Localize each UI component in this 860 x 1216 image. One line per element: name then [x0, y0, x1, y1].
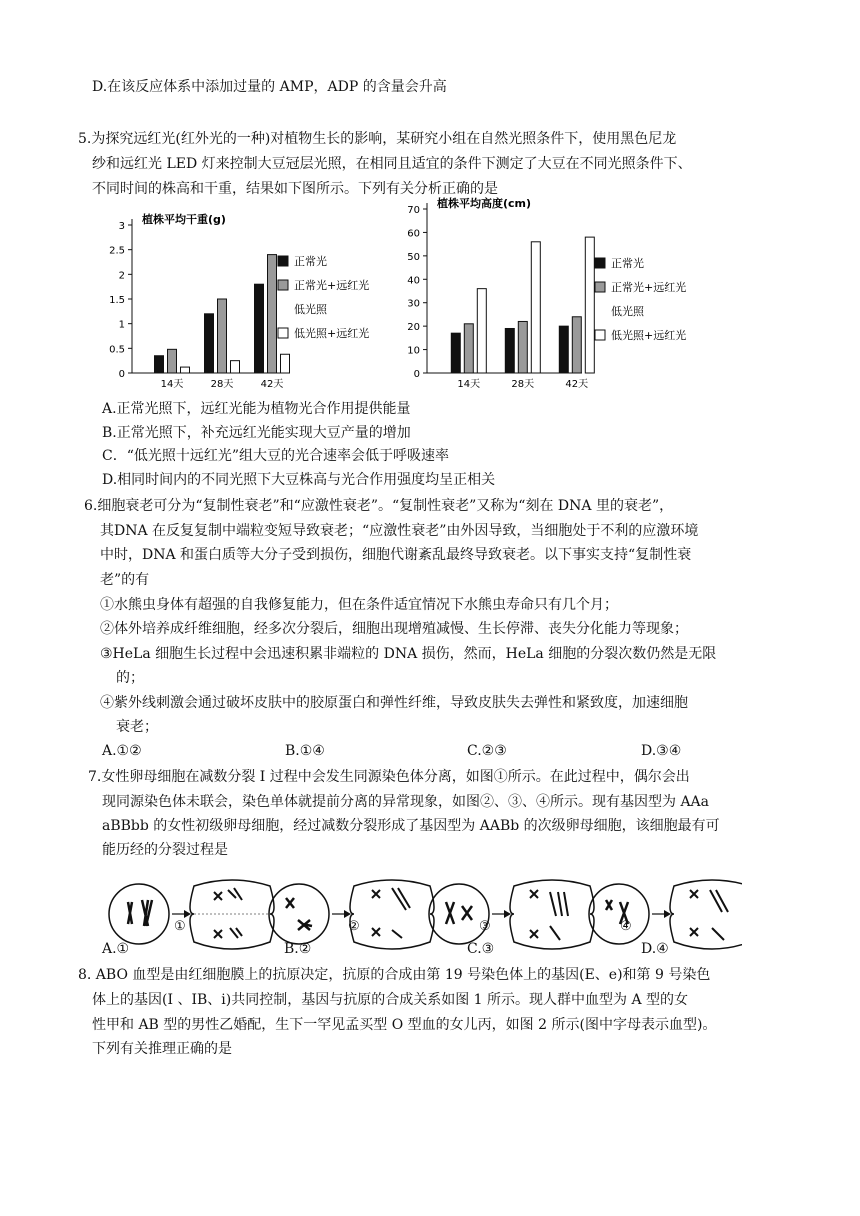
legend-label: 低光照 [294, 303, 327, 316]
q7-option-b: B.② [284, 941, 312, 957]
bar [268, 255, 277, 373]
x-tick-label: 28天 [210, 379, 234, 390]
meiosis-panel-2 [269, 880, 434, 949]
q7-option-c: C.③ [467, 941, 495, 957]
bar [281, 354, 290, 373]
q5-option-b: B.正常光照下，补充远红光能实现大豆产量的增加 [102, 425, 411, 441]
chart-title: 植株平均高度(cm) [437, 197, 532, 210]
q6-option-a: A.①② [102, 743, 142, 759]
q6-fact-3-cont: 的； [116, 670, 144, 686]
x-tick-label: 28天 [511, 379, 535, 390]
q5-stem-line-1: 5.为探究远红光(红外光的一种)对植物生长的影响，某研究小组在自然光照条件下，使用黑色尼龙 [78, 131, 677, 147]
y-tick-label: 1.5 [109, 295, 125, 306]
legend-label: 正常光 [611, 257, 644, 270]
q5-option-d: D.相同时间内的不同光照下大豆株高与光合作用强度均呈正相关 [102, 472, 496, 488]
y-tick-label: 60 [407, 228, 420, 240]
meiosis-panel-4 [589, 880, 742, 949]
bar [585, 237, 594, 373]
y-tick-label: 1 [118, 319, 125, 331]
q6-stem-line-3: 中时，DNA 和蛋白质等大分子受到损伤，细胞代谢紊乱最终导致衰老。以下事实支持“复制性衰 [100, 547, 692, 563]
legend-swatch [278, 328, 288, 338]
bar [559, 326, 568, 373]
height-bar-chart [395, 195, 705, 395]
q7-option-a: A.① [102, 941, 130, 957]
q6-fact-1: ①水熊虫身体有超强的自我修复能力，但在条件适宜情况下水熊虫寿命只有几个月； [100, 597, 618, 613]
y-tick-label: 2 [118, 270, 125, 282]
q7-stem-line-2: 现同源染色体未联会，染色单体就提前分离的异常现象，如图②、③、④所示。现有基因型为 AAa [102, 794, 710, 810]
x-tick-label: 42天 [260, 379, 284, 390]
q6-fact-2: ②体外培养成纤维细胞，经多次分裂后，细胞出现增殖减慢、生长停滞、丧失分化能力等现象； [100, 621, 688, 637]
bar [155, 356, 164, 373]
legend-label: 低光照+远红光 [611, 329, 687, 342]
q6-option-b: B.①④ [285, 743, 325, 759]
bar [181, 367, 190, 373]
q8-stem-line-3: 性甲和 AB 型的男性乙婚配，生下一罕见孟买型 O 型血的女儿丙，如图 2 所示(图中字母表示血型)。 [92, 1017, 717, 1033]
bar [572, 317, 581, 373]
bar [464, 324, 473, 373]
q6-stem-line-4: 老”的有 [100, 572, 150, 588]
q6-fact-4: ④紫外线刺激会通过破坏皮肤中的胶原蛋白和弹性纤维，导致皮肤失去弹性和紧致度，加速细胞 [100, 695, 688, 711]
q5-option-c: C．“低光照十远红光”组大豆的光合速率会低于呼吸速率 [102, 448, 450, 464]
figure-label-1: ① [174, 919, 186, 934]
bar [205, 314, 214, 373]
q8-stem-line-2: 体上的基因(I 、IB、i)共同控制，基因与抗原的合成关系如图 1 所示。现人群中血型为 A 型的女 [92, 992, 689, 1008]
figure-label-3: ③ [479, 919, 491, 934]
x-tick-label: 14天 [457, 379, 481, 390]
legend-label: 正常光 [294, 255, 327, 268]
bar [477, 289, 486, 373]
legend-swatch [595, 330, 605, 340]
y-tick-label: 10 [407, 345, 420, 357]
x-tick-label: 42天 [565, 379, 589, 390]
legend-label: 低光照+远红光 [294, 327, 370, 340]
bar [505, 328, 514, 373]
chart-title: 植株平均干重(g) [142, 213, 226, 226]
q5-option-a: A.正常光照下，远红光能为植物光合作用提供能量 [102, 401, 411, 417]
q5-stem-line-3: 不同时间的株高和干重，结果如下图所示。下列有关分析正确的是 [92, 181, 498, 197]
q5-stem-line-2: 纱和远红光 LED 灯来控制大豆冠层光照，在相同且适宜的条件下测定了大豆在不同光照条件下、 [92, 156, 692, 172]
q8-stem-line-4: 下列有关推理正确的是 [92, 1041, 232, 1057]
legend-swatch [278, 280, 288, 290]
bar [218, 299, 227, 373]
y-tick-label: 20 [407, 322, 420, 334]
bar [255, 284, 264, 373]
q6-fact-4-cont: 衰老； [116, 719, 158, 735]
bar [531, 242, 540, 373]
y-tick-label: 50 [407, 251, 420, 263]
legend-label: 低光照 [611, 305, 644, 318]
q6-stem-line-2: 其DNA 在反复复制中端粒变短导致衰老；“应激性衰老”由外因导致，当细胞处于不利的应激环境 [100, 523, 699, 539]
bar [518, 321, 527, 373]
q4-option-d: D.在该反应体系中添加过量的 AMP，ADP 的含量会升高 [92, 79, 447, 95]
y-tick-label: 70 [407, 205, 420, 216]
legend-label: 正常光+远红光 [294, 279, 370, 292]
q7-stem-line-1: 7.女性卵母细胞在减数分裂 I 过程中会发生同源染色体分离，如图①所示。在此过程中，偶尔会出 [88, 769, 690, 785]
y-tick-label: 40 [407, 275, 420, 287]
figure-label-4: ④ [620, 919, 632, 934]
legend-swatch [595, 258, 605, 268]
y-tick-label: 2.5 [109, 245, 125, 257]
dry-weight-bar-chart [100, 205, 400, 395]
q6-option-d: D.③④ [641, 743, 682, 759]
x-tick-label: 14天 [160, 379, 184, 390]
q8-stem-line-1: 8. ABO 血型是由红细胞膜上的抗原决定，抗原的合成由第 19 号染色体上的基因(E、e)和第 9 号染色 [78, 967, 711, 983]
figure-label-2: ② [348, 919, 360, 934]
q6-option-c: C.②③ [467, 743, 507, 759]
q7-stem-line-4: 能历经的分裂过程是 [102, 842, 228, 858]
bar [168, 349, 177, 373]
q6-stem-line-1: 6.细胞衰老可分为“复制性衰老”和“应激性衰老”。“复制性衰老”又称为“刻在 DNA 里的衰老”， [84, 498, 674, 514]
legend-label: 正常光+远红光 [611, 281, 687, 294]
y-tick-label: 0 [118, 369, 125, 380]
meiosis-panel-3 [429, 880, 594, 949]
y-tick-label: 30 [407, 298, 420, 310]
y-tick-label: 3 [118, 221, 125, 232]
legend-swatch [595, 282, 605, 292]
q7-stem-line-3: aBBbb 的女性初级卵母细胞，经过减数分裂形成了基因型为 AABb 的次级卵母细胞，该细胞最有可 [102, 818, 720, 834]
y-tick-label: 0 [413, 369, 420, 380]
bar [231, 361, 240, 373]
q7-option-d: D.④ [641, 941, 669, 957]
legend-swatch [278, 256, 288, 266]
q6-fact-3: ③HeLa 细胞生长过程中会迅速积累非端粒的 DNA 损伤，然而，HeLa 细胞的分裂次数仍然是无限 [100, 646, 717, 662]
y-tick-label: 0.5 [109, 344, 125, 356]
meiosis-panel-1 [109, 880, 274, 949]
bar [451, 333, 460, 373]
